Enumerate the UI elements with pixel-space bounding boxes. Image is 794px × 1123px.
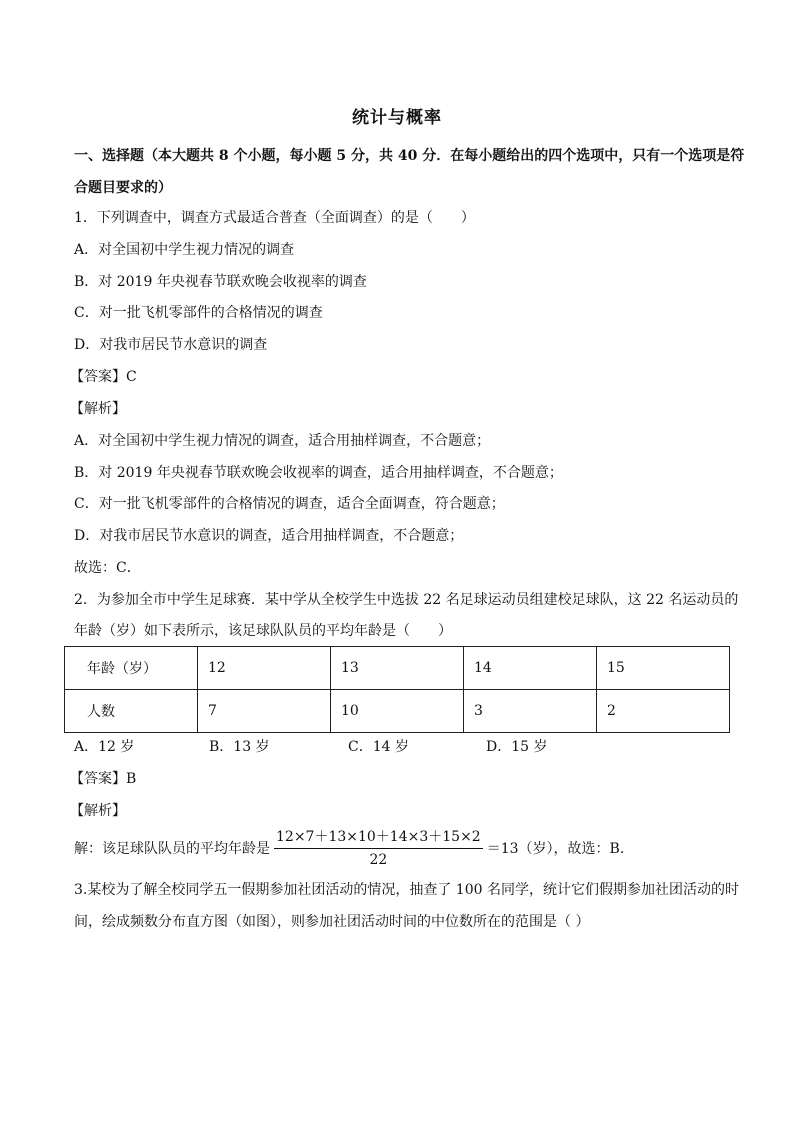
q1-conclusion: 故选：C． bbox=[74, 560, 141, 576]
table-cell: 7 bbox=[198, 690, 331, 733]
mean-fraction bbox=[274, 828, 483, 869]
q2-analysis-label: 【解析】 bbox=[70, 803, 126, 819]
q2-solution-prefix: 解：该足球队队员的平均年龄是 bbox=[74, 841, 270, 857]
q1-option-d: D．对我市居民节水意识的调查 bbox=[74, 337, 268, 353]
table-cell: 3 bbox=[464, 690, 597, 733]
q2-option-d: D．15 岁 bbox=[486, 739, 548, 755]
q2-solution bbox=[74, 826, 634, 870]
section-heading-line2: 合题目要求的） bbox=[74, 180, 172, 196]
q3-stem-line1: 3.某校为了解全校同学五一假期参加社团活动的情况，抽查了 100 名同学，统计它们假期参加社团活动的时 bbox=[74, 882, 739, 898]
table-cell: 13 bbox=[331, 647, 464, 690]
q1-stem: 1．下列调查中，调查方式最适合普查（全面调查）的是（ ） bbox=[74, 210, 475, 226]
table-row bbox=[65, 647, 730, 690]
q2-stem-line1: 2．为参加全市中学生足球赛．某中学从全校学生中选拔 22 名足球运动员组建校足球队，这 22 名运动员的 bbox=[74, 592, 739, 608]
q1-analysis-d: D．对我市居民节水意识的调查，适合用抽样调查，不合题意； bbox=[74, 528, 464, 544]
q1-option-c: C．对一批飞机零部件的合格情况的调查 bbox=[74, 305, 323, 321]
q1-option-a: A．对全国初中学生视力情况的调查 bbox=[74, 242, 295, 258]
page-title: 统计与概率 bbox=[352, 108, 442, 128]
q1-option-b: B．对 2019 年央视春节联欢晚会收视率的调查 bbox=[74, 274, 367, 290]
q1-analysis-a: A．对全国初中学生视力情况的调查，适合用抽样调查，不合题意； bbox=[74, 433, 491, 449]
table-row bbox=[65, 690, 730, 733]
q1-analysis-b: B．对 2019 年央视春节联欢晚会收视率的调查，适合用抽样调查，不合题意； bbox=[74, 465, 563, 481]
table-cell: 人数 bbox=[65, 690, 198, 733]
fraction-denominator: 22 bbox=[369, 851, 388, 868]
table-cell: 14 bbox=[464, 647, 597, 690]
q1-answer: 【答案】C bbox=[70, 369, 137, 385]
q1-analysis-c: C．对一批飞机零部件的合格情况的调查，适合全面调查，符合题意； bbox=[74, 496, 505, 512]
q1-analysis-label: 【解析】 bbox=[70, 401, 126, 417]
age-table bbox=[64, 646, 730, 733]
q2-answer: 【答案】B bbox=[70, 771, 137, 787]
table-cell: 10 bbox=[331, 690, 464, 733]
q2-option-c: C．14 岁 bbox=[348, 739, 409, 755]
section-heading-line1: 一、选择题（本大题共 8 个小题，每小题 5 分，共 40 分．在每小题给出的四个选项中，只有一个选项是符 bbox=[74, 148, 745, 164]
q2-stem-line2: 年龄（岁）如下表所示，该足球队队员的平均年龄是（ ） bbox=[74, 623, 452, 639]
q2-option-b: B．13 岁 bbox=[209, 739, 270, 755]
table-cell: 2 bbox=[597, 690, 730, 733]
q2-option-a: A．12 岁 bbox=[74, 739, 135, 755]
fraction-numerator: 12×7＋13×10＋14×3＋15×2 bbox=[274, 828, 483, 849]
table-cell: 年龄（岁） bbox=[65, 647, 198, 690]
table-cell: 12 bbox=[198, 647, 331, 690]
table-cell: 15 bbox=[597, 647, 730, 690]
q2-solution-suffix: ＝13（岁），故选：B． bbox=[486, 841, 634, 857]
q3-stem-line2: 间，绘成频数分布直方图（如图），则参加社团活动时间的中位数所在的范围是（ ） bbox=[74, 914, 590, 930]
